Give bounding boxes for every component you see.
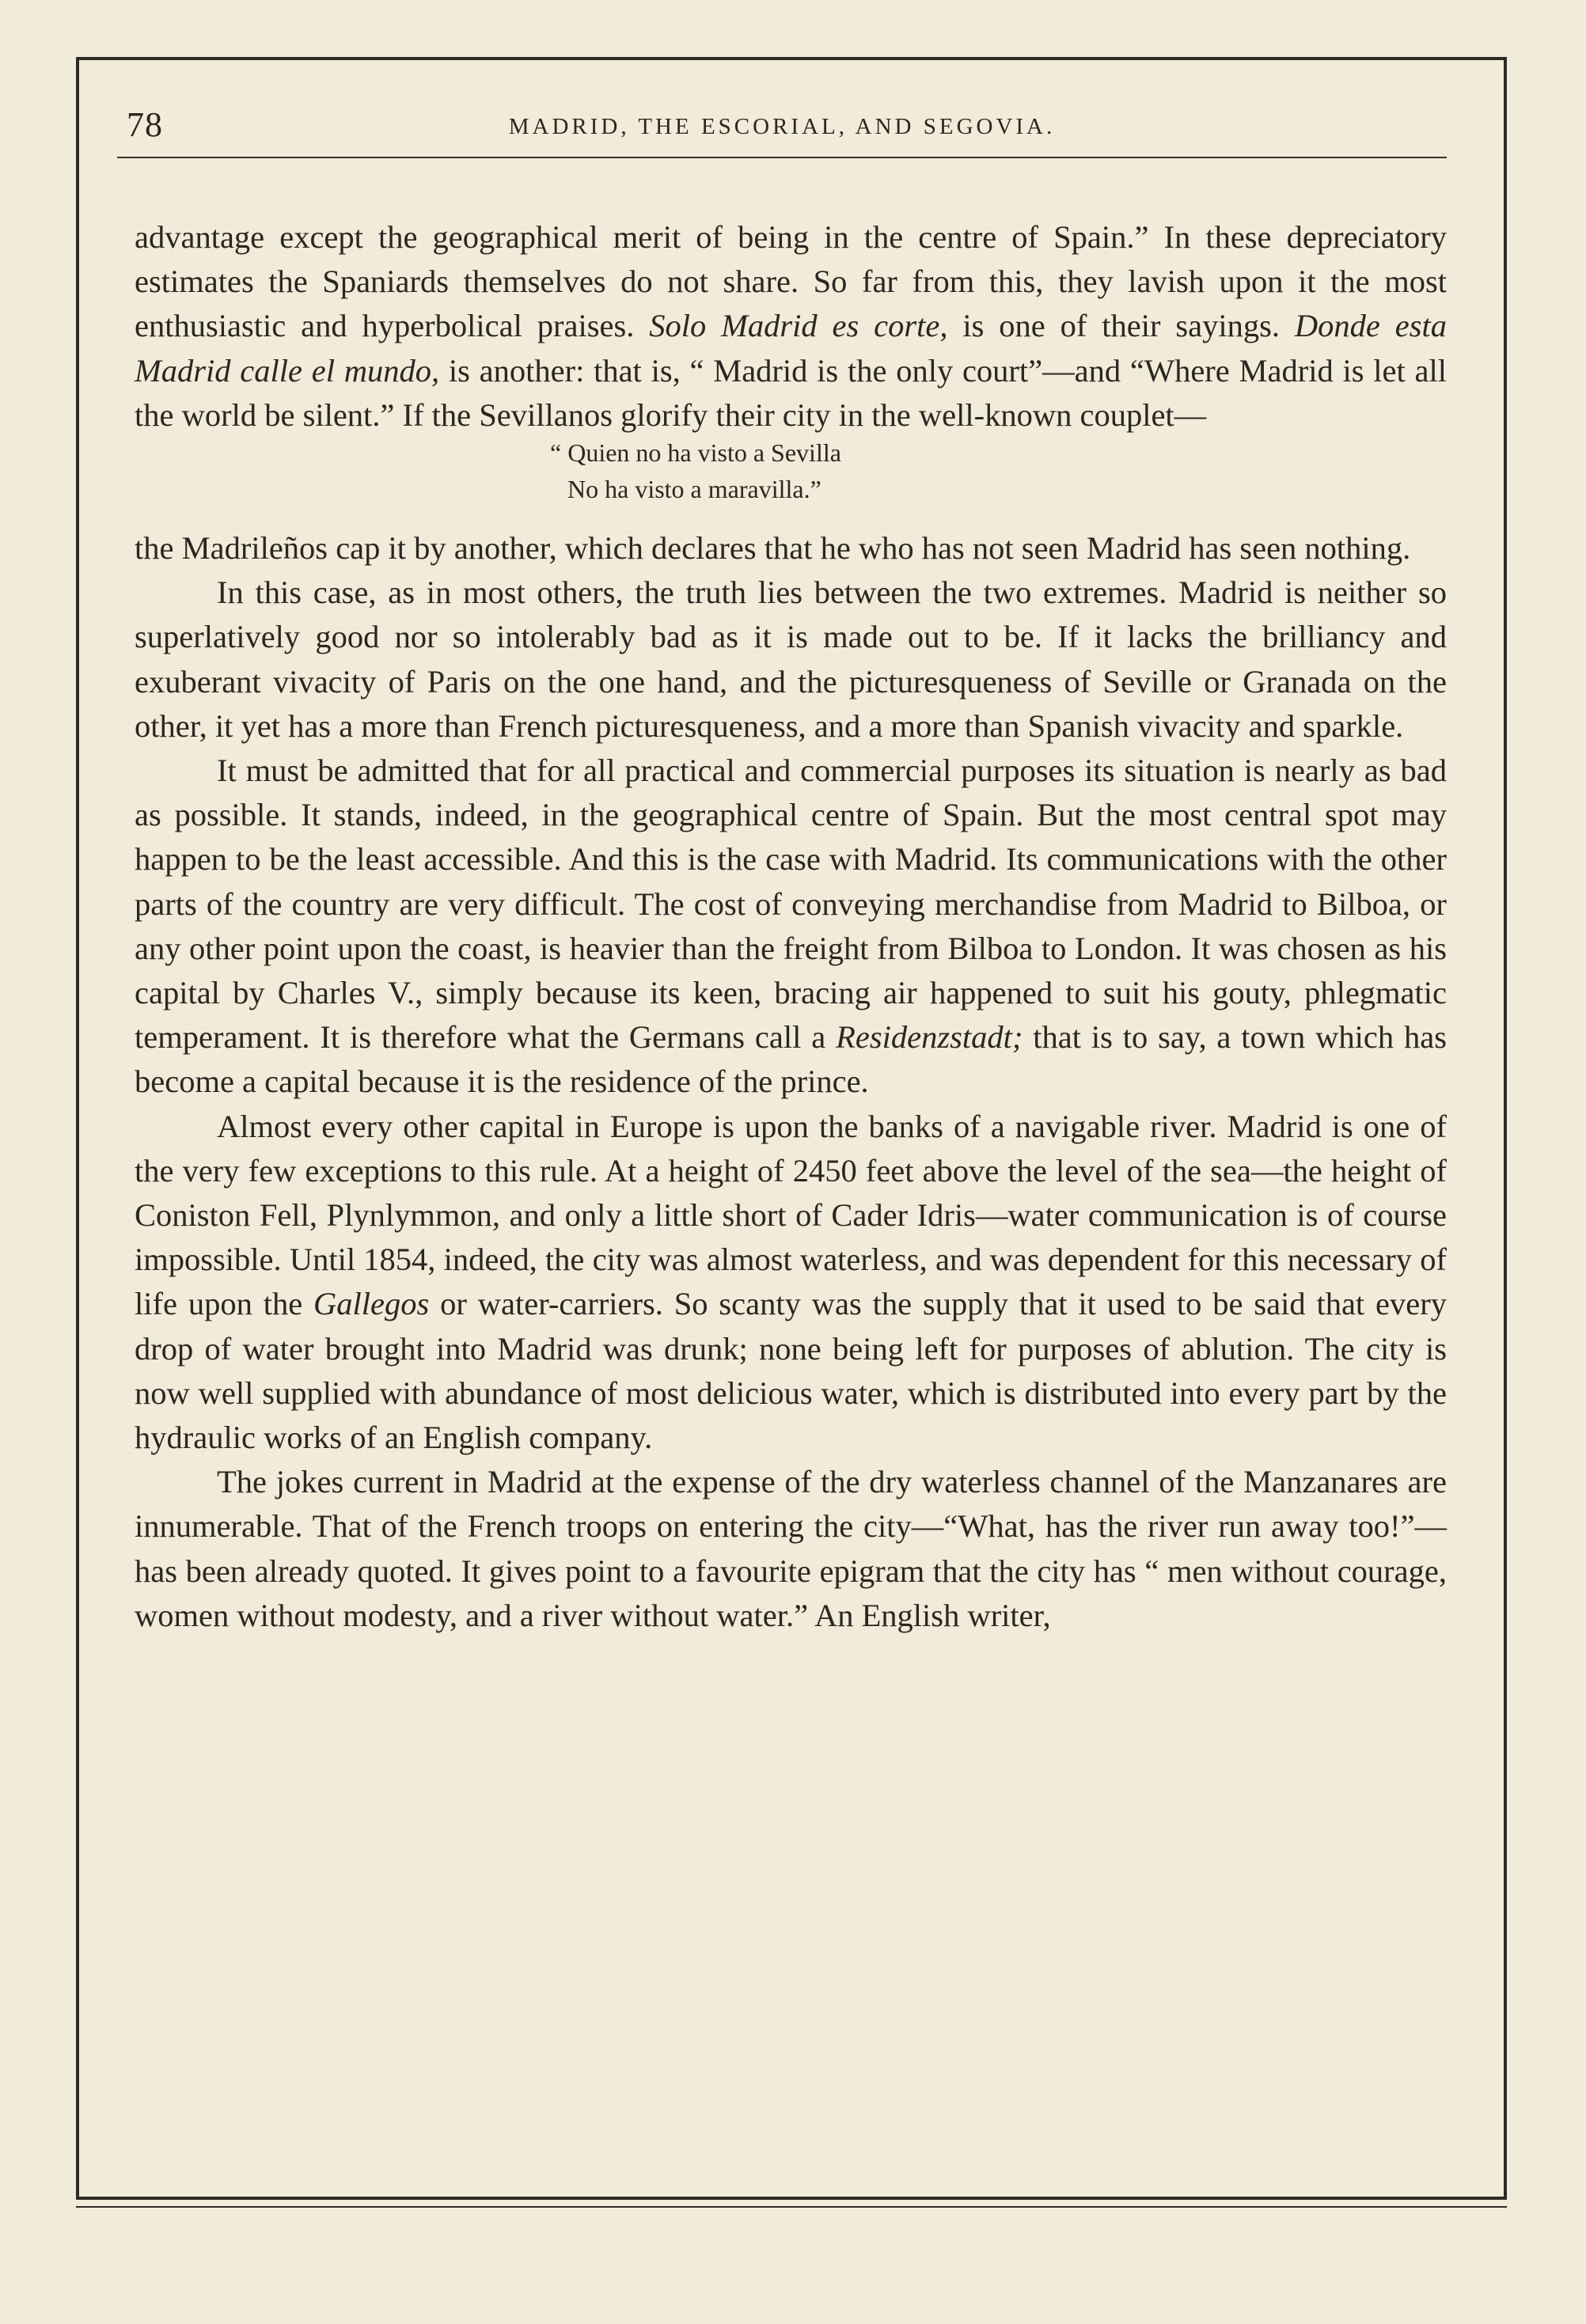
paragraph-1-text-c: is another: that is, “ Madrid is the only court”—and “Where Madrid is let all the world be silent.” If the Sevillanos glorify their city in the well-known couplet— (135, 352, 1447, 433)
paragraph-3: In this case, as in most others, the truth lies between the two extremes. Madrid is neither so superlatively good nor so intolerably bad as it is made out to be. If it lacks the brilliancy and exuberant vivacity of Paris on the one hand, and the picturesqueness of Seville or Granada on the other, it yet has a more than French picturesqueness, and a more than Spanish vivacity and sparkle. (135, 574, 1447, 744)
body-text (135, 215, 1447, 1638)
couplet-line-2: No ha visto a maravilla.” (567, 475, 821, 504)
paragraph-5 (135, 1105, 1447, 1461)
paragraph-1-text-a: advantage except the geographical merit of being in the centre of Spain.” In these depreciatory estimates the Spaniards themselves do not share. So far from this, they lavish upon it the most enthusiastic and hyperbolical praises. (135, 219, 1447, 344)
paragraph-1 (135, 215, 1447, 438)
couplet-quote (550, 434, 1447, 507)
couplet-line-1: “ Quien no ha visto a Sevilla (550, 438, 841, 468)
paragraph-4-text-a: It must be admitted that for all practical and commercial purposes its situation is nearly as bad as possible. It stands, indeed, in the geographical centre of Spain. But the most central spot may happen to be the least accessible. And this is the case with Madrid. Its communications with the other parts of the country are very difficult. The cost of conveying merchandise from Madrid to Bilboa, or any other point upon the coast, is heavier than the freight from Bilboa to London. It was chosen as his capital by Charles V., simply because its keen, bracing air happened to suit his gouty, phlegmatic temperament. It is therefore what the Germans call a (135, 753, 1447, 1056)
page-number: 78 (127, 105, 163, 144)
paragraph-5-italic-term: Gallegos (313, 1286, 430, 1322)
paragraph-1-italic-saying-2: Donde esta Madrid calle el mundo, (135, 308, 1447, 389)
paragraph-1-italic-saying-1: Solo Madrid es corte, (649, 308, 948, 344)
paragraph-5-text-b: or water-carriers. So scanty was the supply that it used to be said that every drop of water brought into Madrid was drunk; none being left for purposes of ablution. The city is now well supplied with abundance of most delicious water, which is distributed into every part by the hydraulic works of an English company. (135, 1286, 1447, 1456)
paragraph-1-text-b: is one of their sayings. (947, 308, 1295, 344)
paragraph-4-text-b: that is to say, a town which has become a capital because it is the residence of the prince. (135, 1019, 1447, 1100)
paragraph-2: the Madrileños cap it by another, which declares that he who has not seen Madrid has seen nothing. (135, 530, 1411, 567)
paragraph-6: The jokes current in Madrid at the expense of the dry waterless channel of the Manzanares are innumerable. That of the French troops on entering the city—“What, has the river run away too!”—has been already quoted. It gives point to a favourite epigram that the city has “ men without courage, women without modesty, and a river without water.” An English writer, (135, 1464, 1447, 1633)
paragraph-5-text-a: Almost every other capital in Europe is upon the banks of a navigable river. Madrid is one of the very few exceptions to this rule. At a height of 2450 feet above the level of the sea—the height of Coniston Fell, Plynlymmon, and only a little short of Cader Idris—water communication is of course impossible. Until 1854, indeed, the city was almost waterless, and was dependent for this necessary of life upon the (135, 1108, 1447, 1322)
page-header (117, 101, 1447, 149)
page-border-bottom-rule (76, 2206, 1507, 2208)
running-head: MADRID, THE ESCORIAL, AND SEGOVIA. (508, 114, 1056, 139)
header-rule (117, 157, 1447, 158)
paragraph-4-italic-term: Residenzstadt; (836, 1019, 1023, 1056)
paragraph-4 (135, 749, 1447, 1105)
